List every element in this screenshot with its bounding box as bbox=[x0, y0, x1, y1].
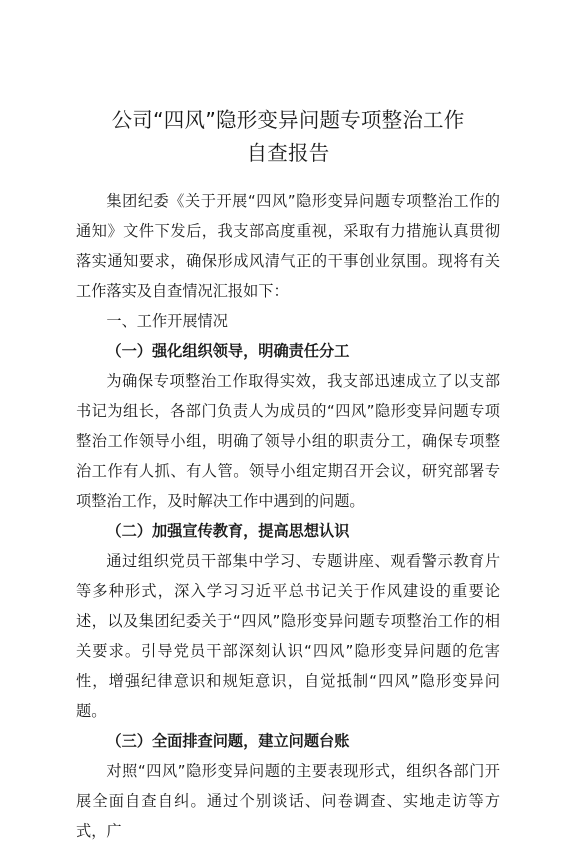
subsection-body-3: 对照“四风”隐形变异问题的主要表现形式，组织各部门开展全面自查自纠。通过个别谈话、问卷调查、实地走访等方式，广 bbox=[76, 762, 500, 840]
subsection-heading-2: （二）加强宣传教育，提高思想认识 bbox=[106, 522, 350, 540]
subsection-heading-3: （三）全面排查问题，建立问题台账 bbox=[106, 732, 350, 750]
document-title-line1: 公司“四风”隐形变异问题专项整治工作 bbox=[111, 108, 465, 132]
section-heading-1: 一、工作开展情况 bbox=[106, 312, 228, 330]
subsection-body-2: 通过组织党员干部集中学习、专题讲座、观看警示教育片等多种形式，深入学习习近平总书记关于作风建设的重要论述，以及集团纪委关于“四风”隐形变异问题专项整治工作的相关要求。引导党员干部深刻认识“四风”隐形变异问题的危害性，增强纪律意识和规矩意识，自觉抵制“四风”隐形变异问题。 bbox=[76, 552, 500, 720]
document-title-line2: 自查报告 bbox=[246, 141, 330, 165]
subsection-body-1: 为确保专项整治工作取得实效，我支部迅速成立了以支部书记为组长，各部门负责人为成员的“四风”隐形变异问题专项整治工作领导小组，明确了领导小组的职责分工，确保专项整治工作有人抓、有人管。领导小组定期召开会议，研究部署专项整治工作，及时解决工作中遇到的问题。 bbox=[76, 372, 500, 510]
subsection-heading-1: （一）强化组织领导，明确责任分工 bbox=[106, 342, 350, 360]
intro-paragraph: 集团纪委《关于开展“四风”隐形变异问题专项整治工作的通知》文件下发后，我支部高度重视，采取有力措施认真贯彻落实通知要求，确保形成风清气正的干事创业氛围。现将有关工作落实及自查情况汇报如下： bbox=[76, 192, 500, 300]
